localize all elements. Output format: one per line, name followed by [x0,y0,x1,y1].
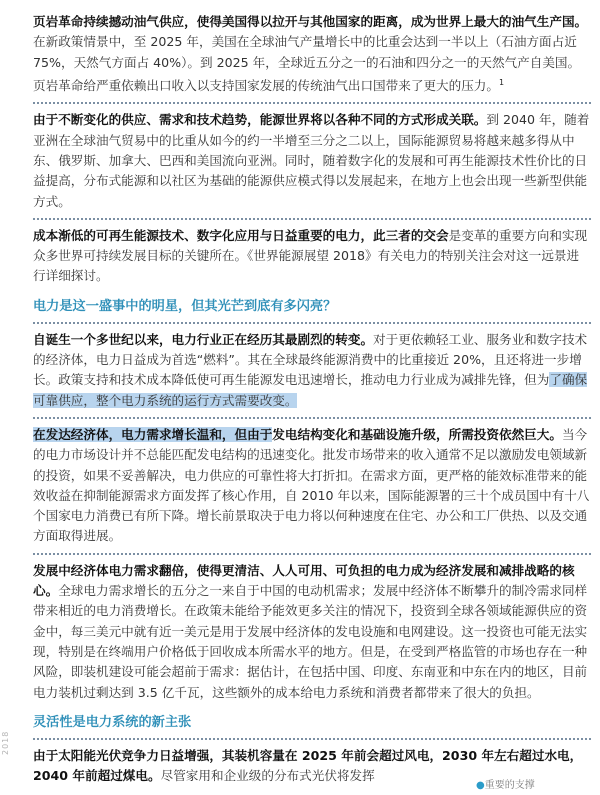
highlighted-text[interactable]: 了确保可靠供应，整个电力系统的运行方式需要改变。 [33,372,588,408]
watermark [476,776,535,791]
paragraph-shale-revolution [33,6,591,102]
section-heading-electricity-star: 电力是这一盛事中的明星，但其光芒到底有多闪亮？ [33,298,337,314]
paragraph-lead: 由于太阳能光伏竞争力日益增强，其装机容量在 2025 年前会超过风电，2030 年左右超过水电，2040 年前超过煤电。 [33,747,583,784]
paragraph-body: 对于更依赖轻工业、服务业和数字技术的经济体，电力日益成为首选“燃料”。其在全球最终能源消费中的比重接近 20%，且还将进一步增长。政策支持和技术成本降低使可再生能源发电迅速增长，推动电力行业成为减排先锋，但为 [33,331,588,388]
paragraph-renewables-convergence [33,218,591,293]
watermark-text: 重要的支撑 [484,780,535,791]
paragraph-lead: 页岩革命持续撼动油气供应，使得美国得以拉开与其他国家的距离，成为世界上最大的油气生产国。 [33,14,588,29]
paragraph-developing-economies [33,553,591,709]
paragraph-lead: 由于不断变化的供应、需求和技术趋势，能源世界将以各种不同的方式形成关联。 [33,112,487,128]
paragraph-body: 是变革的重要方向和实现众多世界可持续发展目标的关键所在。《世界能源展望 2018》有关电力的特别关注会对这一远景进行详细探讨。 [33,227,588,284]
paragraph-body: 到 2040 年，随着亚洲在全球油气贸易中的比重从如今的约一半增至三分之二以上，国际能源贸易将越来越多得从中东、俄罗斯、加拿大、巴西和美国流向亚洲。同时，随着数字化的发展和可再生能源技术性价比的日益提高，分布式能源和以社区为基础的能源供应模式得以发展起来，在地方上也会出现一些新型供能方式。 [33,112,590,209]
paragraph-power-transformation [33,322,591,417]
paragraph-body: 尽管家用和企业级的分布式光伏将发挥 [160,768,375,784]
section-heading-flexibility: 灵活性是电力系统的新主张 [33,714,192,730]
footnote-marker: 1 [498,77,505,87]
paragraph-lead: 自诞生一个多世纪以来，电力行业正在经历其最剧烈的转变。 [33,331,374,347]
paragraph-energy-trade [33,102,591,217]
paragraph-lead: 发展中经济体电力需求翻倍，使得更清洁、人人可用、可负担的电力成为经济发展和减排战略的核心。 [33,562,575,599]
watermark-dot-icon: ● [476,780,485,791]
side-year-label: 2018 [1,730,10,755]
paragraph-body: 在新政策情景中，至 2025 年，美国在全球油气产量增长中的比重会达到一半以上（石油方面占近 75%，天然气方面占 40%）。到 2025 年，全球近五分之一的石油和四分之一的天然气产自美国。页岩革命给严重依赖出口收入以支持国家发展的传统油气出口国带来了更大的压力。 [33,34,581,94]
paragraph-lead: 成本渐低的可再生能源技术、数字化应用与日益重要的电力，此三者的交会 [33,227,449,243]
highlighted-lead[interactable]: 在发达经济体，电力需求增长温和，但由于 [33,426,273,442]
paragraph-developed-economies [33,417,591,553]
document-content [33,6,591,792]
paragraph-body: 全球电力需求增长的五分之一来自于中国的电动机需求；发展中经济体不断攀升的制冷需求同样带来相近的电力消费增长。在政策未能给予能效更多关注的情况下，投资到全球各领域能源供应的资金中，每三美元中就有近一美元是用于发展中经济体的发电设施和电网建设。这一投资也可能无法实现，特别是在终端用户价格低于回收成本所需水平的地方。但是，在受到严格监管的市场也存在一种风险，即装机建设可能会超前于需求：据估计，在包括中国、印度、东南亚和中东在内的地区，目前电力装机过剩达到 3.5 亿千瓦，这些额外的成本给电力系统和消费者都带来了很大的负担。 [33,583,588,700]
paragraph-body: 当今的电力市场设计并不总能匹配发电结构的迅速变化。批发市场带来的收入通常不足以激励发电领域新的投资，如果不妥善解决，电力供应的可靠性将大打折扣。在需求方面，更严格的能效标准带来的能效收益在抑制能源需求方面发挥了核心作用，自 2010 年以来，国际能源署的三十个成员国中有十八个国家电力消费已有所下降。增长前景取决于电力将以何种速度在住宅、办公和工厂供热、以及交通方面取得进展。 [33,426,590,544]
paragraph-lead: 发电结构变化和基础设施升级，所需投资依然巨大。 [272,426,562,442]
